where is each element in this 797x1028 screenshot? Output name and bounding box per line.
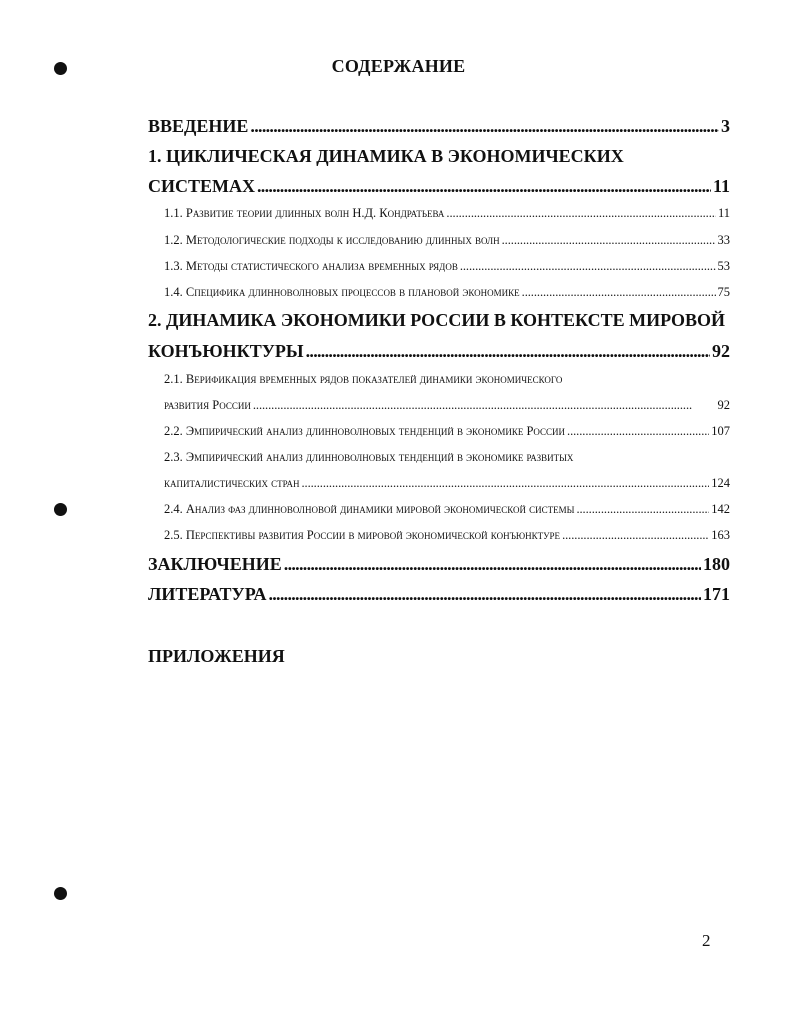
dot-leader [301, 476, 709, 491]
toc-entry-2-4[interactable] [164, 502, 730, 517]
toc-entry-page: 3 [721, 116, 730, 136]
page-number: 2 [702, 931, 711, 950]
dot-leader [502, 233, 716, 248]
toc-entry-page: 33 [717, 233, 730, 247]
dot-leader [268, 584, 701, 605]
toc-entry-1-2[interactable] [164, 233, 730, 248]
toc-entry-page: 92 [717, 398, 730, 412]
toc-entry-2-3[interactable] [164, 476, 730, 491]
dot-leader [250, 116, 719, 137]
toc-entry-literature[interactable] [148, 584, 730, 605]
toc-entry-page: 180 [703, 554, 730, 574]
dot-leader [562, 528, 709, 543]
toc-entry-label: 1.4. Специфика длинноволновых процессов в плановой экономике [164, 285, 520, 299]
toc-entry-label: ЗАКЛЮЧЕНИЕ [148, 554, 282, 574]
toc-entry-label: развития России [164, 398, 251, 412]
dot-leader [306, 341, 710, 362]
appendix-heading[interactable]: ПРИЛОЖЕНИЯ [148, 646, 285, 666]
page-title: СОДЕРЖАНИЕ [331, 56, 466, 76]
toc-entry-label: ЛИТЕРАТУРА [148, 584, 267, 604]
toc-entry-page: 92 [712, 341, 730, 361]
toc-entry-page: 11 [717, 206, 730, 220]
dot-leader [460, 259, 716, 274]
toc-entry-page: 142 [711, 502, 730, 516]
toc-entry-intro[interactable] [148, 116, 730, 137]
toc-entry-2-5[interactable] [164, 528, 730, 543]
toc-entry-2-3-line1[interactable]: 2.3. Эмпирический анализ длинноволновых тенденций в экономике развитых [164, 450, 574, 464]
toc-entry-2-1[interactable] [164, 398, 730, 413]
toc-entry-label: СИСТЕМАХ [148, 176, 255, 196]
toc-entry-page: 124 [711, 476, 730, 490]
toc-entry-label: 2.4. Анализ фаз длинноволновой динамики мировой экономической системы [164, 502, 575, 516]
toc-entry-page: 53 [717, 259, 730, 273]
toc-entry-label: КОНЪЮНКТУРЫ [148, 341, 304, 361]
toc-entry-page: 75 [717, 285, 730, 299]
binder-hole-bottom [54, 887, 67, 900]
toc-entry-1-3[interactable] [164, 259, 730, 274]
dot-leader [257, 176, 711, 197]
dot-leader [253, 398, 716, 413]
toc-entry-conclusion[interactable] [148, 554, 730, 575]
toc-entry-page: 171 [703, 584, 730, 604]
toc-entry-label: ВВЕДЕНИЕ [148, 116, 249, 136]
toc-entry-label: 1.1. Развитие теории длинных волн Н.Д. Кондратьева [164, 206, 445, 220]
dot-leader [567, 424, 709, 439]
dot-leader [284, 554, 701, 575]
dot-leader [576, 502, 709, 517]
binder-hole-middle [54, 503, 67, 516]
toc-entry-1-1[interactable] [164, 206, 730, 221]
toc-entry-label: капиталистических стран [164, 476, 300, 490]
toc-entry-page: 11 [712, 176, 730, 196]
dot-leader [522, 285, 716, 300]
toc-entry-chapter1[interactable] [148, 176, 730, 197]
toc-entry-label: 1.3. Методы статистического анализа временных рядов [164, 259, 458, 273]
dot-leader [446, 206, 716, 221]
toc-entry-chapter2[interactable] [148, 341, 730, 362]
toc-chapter2-title-line1[interactable]: 2. ДИНАМИКА ЭКОНОМИКИ РОССИИ В КОНТЕКСТЕ МИРОВОЙ [148, 310, 726, 330]
toc-entry-1-4[interactable] [164, 285, 730, 300]
toc-entry-label: 2.2. Эмпирический анализ длинноволновых тенденций в экономике России [164, 424, 566, 438]
toc-entry-label: 2.5. Перспективы развития России в мировой экономической конъюнктуре [164, 528, 561, 542]
toc-entry-2-1-line1[interactable]: 2.1. Верификация временных рядов показателей динамики экономического [164, 372, 563, 386]
toc-chapter1-title-line1[interactable]: 1. ЦИКЛИЧЕСКАЯ ДИНАМИКА В ЭКОНОМИЧЕСКИХ [148, 146, 624, 166]
toc-entry-page: 163 [711, 528, 730, 542]
toc-entry-page: 107 [711, 424, 730, 438]
toc-entry-2-2[interactable] [164, 424, 730, 439]
toc-entry-label: 1.2. Методологические подходы к исследованию длинных волн [164, 233, 500, 247]
